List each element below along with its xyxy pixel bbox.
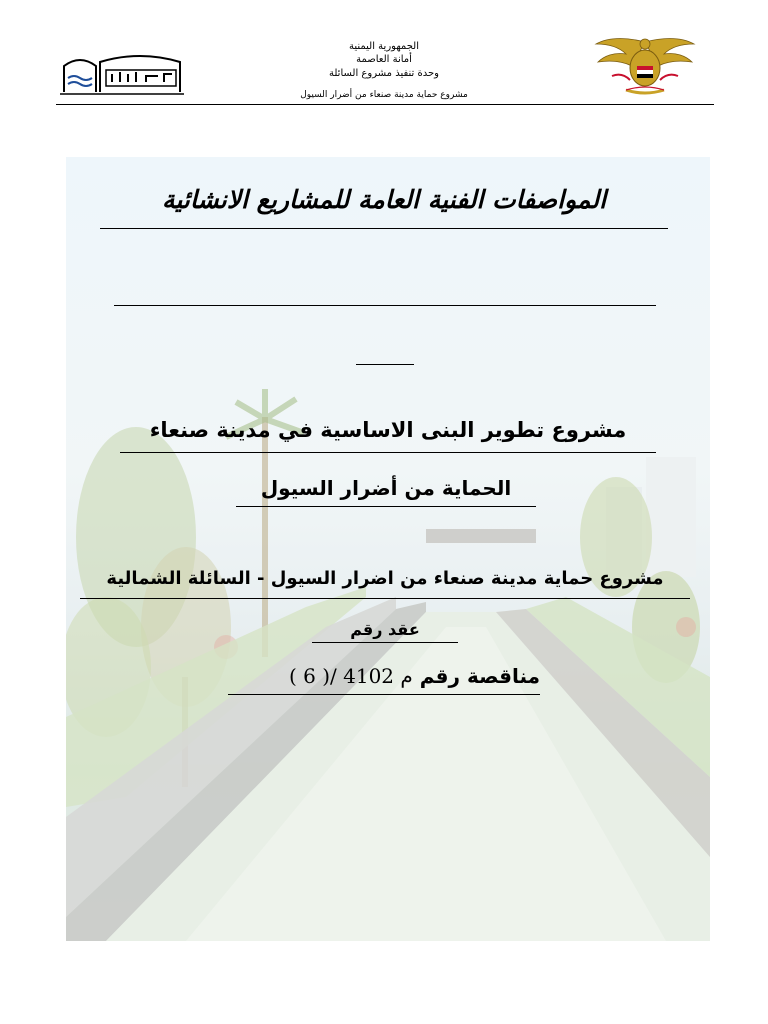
tender-underline bbox=[228, 694, 540, 695]
divider-short bbox=[356, 364, 414, 365]
contract-number-underline bbox=[312, 642, 458, 643]
project-subtitle: مشروع حماية مدينة صنعاء من اضرار السيول - السائلة الشمالية bbox=[106, 568, 664, 589]
header-country: الجمهورية اليمنية bbox=[348, 41, 419, 52]
project-title-underline1 bbox=[120, 452, 656, 453]
tender-value: ( 6 )/ 4102 م bbox=[288, 664, 413, 688]
header-unit: وحدة تنفيذ مشروع السائلة bbox=[329, 68, 439, 79]
cover-image bbox=[66, 157, 710, 941]
tender-label: مناقصة رقم bbox=[419, 664, 540, 688]
divider-long bbox=[114, 305, 656, 306]
header-authority: أمانة العاصمة bbox=[356, 54, 412, 65]
document-title: المواصفات الفنية العامة للمشاريع الانشائية bbox=[161, 185, 607, 214]
project-title-line1: مشروع تطوير البنى الاساسية في مدينة صنعاء bbox=[149, 418, 627, 442]
document-header bbox=[0, 0, 768, 110]
contract-number-label: عقد رقم bbox=[350, 620, 420, 639]
title-underline bbox=[100, 228, 668, 229]
project-title-line2: الحماية من أضرار السيول bbox=[260, 476, 512, 500]
project-title-underline2 bbox=[236, 506, 536, 507]
canal-scene-illustration bbox=[66, 157, 710, 941]
yemen-emblem-icon bbox=[592, 32, 698, 98]
header-divider bbox=[56, 104, 714, 105]
project-subtitle-underline bbox=[80, 598, 690, 599]
tender-number bbox=[228, 664, 540, 694]
header-project: مشروع حماية مدينة صنعاء من أضرار السيول bbox=[300, 90, 468, 100]
